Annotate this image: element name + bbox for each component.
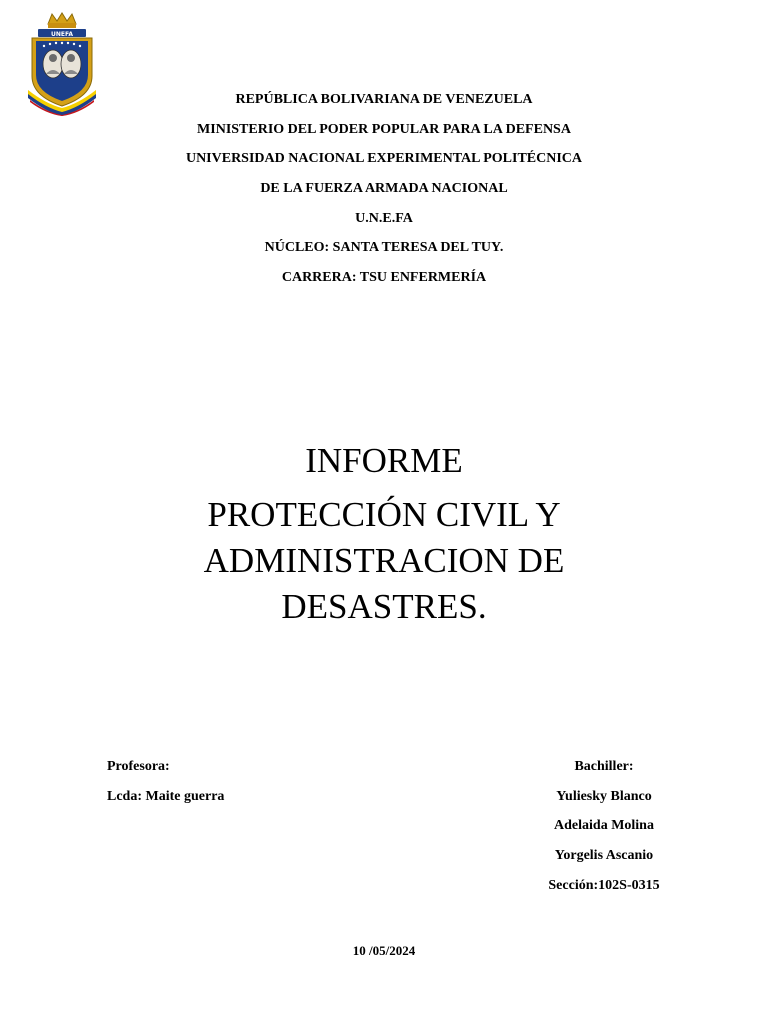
report-title	[0, 438, 768, 630]
report-title-line-1: PROTECCIÓN CIVIL Y	[207, 495, 561, 534]
header-line-ministry: MINISTERIO DEL PODER POPULAR PARA LA DEFENSA	[197, 121, 571, 137]
header-line-republic: REPÚBLICA BOLIVARIANA DE VENEZUELA	[235, 92, 533, 107]
students-heading: Bachiller:	[574, 759, 634, 774]
student-name: Yorgelis Ascanio	[554, 848, 654, 864]
student-name: Yuliesky Blanco	[556, 788, 652, 804]
student-name: Adelaida Molina	[554, 818, 654, 834]
header-line-acronym: U.N.E.FA	[355, 210, 413, 226]
report-title-line-3: DESASTRES.	[281, 587, 487, 626]
teacher-heading: Profesora:	[107, 759, 170, 774]
logo-banner-text: UNEFA	[50, 31, 74, 38]
report-label: INFORME	[305, 441, 463, 480]
document-date: 10 /05/2024	[352, 943, 416, 958]
header-line-armed-force: DE LA FUERZA ARMADA NACIONAL	[260, 181, 508, 197]
students-block	[504, 756, 704, 904]
report-title-line-2: ADMINISTRACION DE	[203, 541, 565, 580]
teacher-name: Lcda: Maite guerra	[107, 788, 225, 804]
teacher-block	[107, 756, 224, 815]
section-code: Sección:102S-0315	[548, 877, 660, 893]
header-line-campus: NÚCLEO: SANTA TERESA DEL TUY.	[264, 240, 504, 256]
header-line-career: CARRERA: TSU ENFERMERÍA	[281, 270, 487, 286]
header-line-university: UNIVERSIDAD NACIONAL EXPERIMENTAL POLITÉCNICA	[185, 151, 583, 167]
institution-header	[0, 89, 768, 297]
